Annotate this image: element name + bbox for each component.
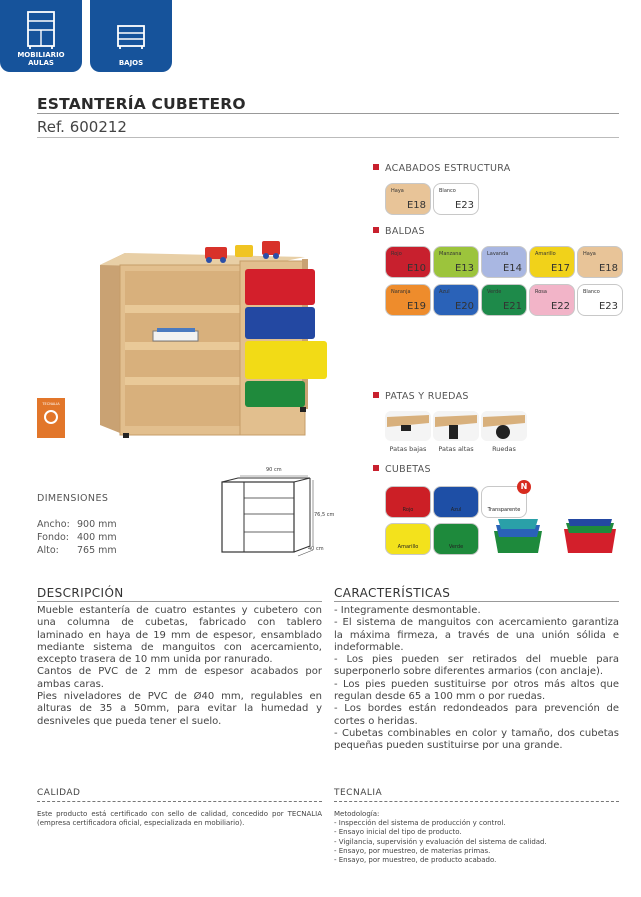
swatch-balda[interactable]: Blanco E23 (577, 284, 623, 316)
caracteristicas-list (334, 605, 619, 753)
product-image (95, 235, 335, 445)
bullet-icon (373, 465, 379, 471)
tab-label: BAJOS (118, 59, 144, 67)
swatch-cubeta[interactable]: Azul (433, 486, 479, 518)
tab-label-line2: AULAS (28, 59, 54, 67)
tab-label-line1: MOBILIARIO (17, 51, 65, 59)
tecnalia-item: - Vigilancia, supervisión y evaluación del sistema de calidad. (334, 837, 547, 846)
badge-label: TECNALIA (42, 402, 60, 406)
patas-altas-image[interactable] (433, 411, 479, 441)
acabados-heading: ACABADOS ESTRUCTURA (373, 163, 511, 174)
page-title: ESTANTERÍA CUBETERO (37, 95, 246, 113)
swatch-cubeta[interactable]: Transparente (481, 486, 527, 518)
tecnalia-item: Metodología: (334, 810, 380, 818)
caracteristicas-heading: CARACTERÍSTICAS (334, 586, 451, 600)
calidad-text: Este producto está certificado con sello de calidad, concedido por TECNALIA (empresa certificadora oficial, especializada en mobiliario). (37, 810, 322, 828)
swatch-balda[interactable]: Haya E18 (577, 246, 623, 278)
swatch-cubeta[interactable]: Amarillo (385, 523, 431, 555)
drawing-height: 76,5 cm (314, 512, 335, 518)
caracteristica-item: - Los pies pueden ser retirados del mueble para superponerlo sobre diferentes armarios (con anclaje). (334, 654, 619, 678)
ref-divider (37, 137, 619, 138)
descripcion-paragraph: Pies niveladores de PVC de Ø40 mm, regulables en alturas de 35 a 50mm, para evitar la humedad y desniveles que pueda tener el suelo. (37, 691, 322, 727)
patas-heading: PATAS Y RUEDAS (373, 391, 469, 402)
swatch-balda[interactable]: Rojo E10 (385, 246, 431, 278)
descripcion-text (37, 605, 322, 728)
descripcion-heading: DESCRIPCIÓN (37, 586, 124, 600)
caracteristica-item: - Los bordes están redondeados para prevención de cortes o heridas. (334, 703, 619, 727)
swatch-acabado[interactable]: Haya E18 (385, 183, 431, 215)
calidad-heading: CALIDAD (37, 788, 81, 798)
swatch-balda[interactable]: Manzana E13 (433, 246, 479, 278)
bullet-icon (373, 392, 379, 398)
swatch-acabado[interactable]: Blanco E23 (433, 183, 479, 215)
tecnalia-item: - Ensayo inicial del tipo de producto. (334, 828, 462, 837)
swatch-balda[interactable]: Lavanda E14 (481, 246, 527, 278)
title-divider (37, 113, 619, 114)
dimensiones-heading: DIMENSIONES (37, 493, 109, 504)
caracteristica-item: - Los pies pueden sustituirse por otros más altos que regulan desde 65 a 100 mm o por ruedas. (334, 678, 619, 703)
tecnalia-item: - Inspección del sistema de producción y control. (334, 819, 506, 828)
swatch-balda[interactable]: Rosa E22 (529, 284, 575, 316)
patas-label: Patas altas (438, 445, 474, 453)
bullet-icon (373, 164, 379, 170)
dimensiones-table (37, 518, 117, 557)
swatch-balda[interactable]: Verde E21 (481, 284, 527, 316)
caracteristicas-divider (334, 601, 619, 602)
tecnalia-item: - Ensayo, por muestreo, de materias primas. (334, 846, 491, 855)
drawing-width: 90 cm (266, 467, 282, 473)
swatch-cubeta[interactable]: Rojo (385, 486, 431, 518)
dimension-row: Ancho: 900 mm (37, 519, 117, 530)
baldas-heading: BALDAS (373, 226, 425, 237)
tab-mobiliario-aulas[interactable] (0, 0, 82, 72)
tecnalia-list (334, 810, 619, 865)
certification-icon (44, 410, 58, 424)
cubetas-heading: CUBETAS (373, 464, 431, 475)
tecnalia-divider (334, 801, 619, 802)
calidad-divider (37, 801, 322, 802)
new-badge: N (517, 480, 531, 494)
drawing-depth: 40 cm (308, 546, 324, 552)
caracteristica-item: - Cubetas combinables en color y tamaño, dos cubetas pequeñas pueden sustituirse por una grande. (334, 727, 619, 752)
tecnalia-item: - Ensayo, por muestreo, de producto acabado. (334, 856, 497, 865)
patas-bajas-image[interactable] (385, 411, 431, 441)
dimension-row: Alto: 765 mm (37, 545, 117, 556)
tab-bajos[interactable] (90, 0, 172, 72)
caracteristica-item: - El sistema de manguitos con acercamiento garantiza la máxima firmeza, a través de una unión sólida e indeformable. (334, 617, 619, 653)
dimension-row: Fondo: 400 mm (37, 532, 117, 543)
tecnalia-badge (37, 398, 65, 438)
product-ref: Ref. 600212 (37, 118, 127, 136)
swatch-balda[interactable]: Azul E20 (433, 284, 479, 316)
swatch-balda[interactable]: Naranja E19 (385, 284, 431, 316)
caracteristica-item: - Integramente desmontable. (334, 605, 481, 616)
bullet-icon (373, 227, 379, 233)
cabinet-icon (25, 10, 57, 50)
descripcion-paragraph: Cantos de PVC de 2 mm de espesor acabados por ambas caras. (37, 666, 322, 690)
cubetas-large-image (560, 517, 620, 557)
descripcion-paragraph: Mueble estantería de cuatro estantes y cubetero con una columna de cubetas, fabricado con tablero laminado en haya de 19 mm de espesor, ensamblado mediante sistema de manguitos con acercamiento, excepto trasera de 10 mm unida por ranurado. (37, 605, 322, 666)
low-cabinet-icon (115, 24, 147, 50)
swatch-cubeta[interactable]: Verde (433, 523, 479, 555)
descripcion-divider (37, 601, 322, 602)
ruedas-image[interactable] (481, 411, 527, 441)
swatch-balda[interactable]: Amarillo E17 (529, 246, 575, 278)
tecnalia-heading: TECNALIA (334, 788, 383, 798)
patas-label: Ruedas (492, 445, 516, 453)
patas-label: Patas bajas (389, 445, 427, 453)
cubetas-stack-image (490, 517, 546, 557)
